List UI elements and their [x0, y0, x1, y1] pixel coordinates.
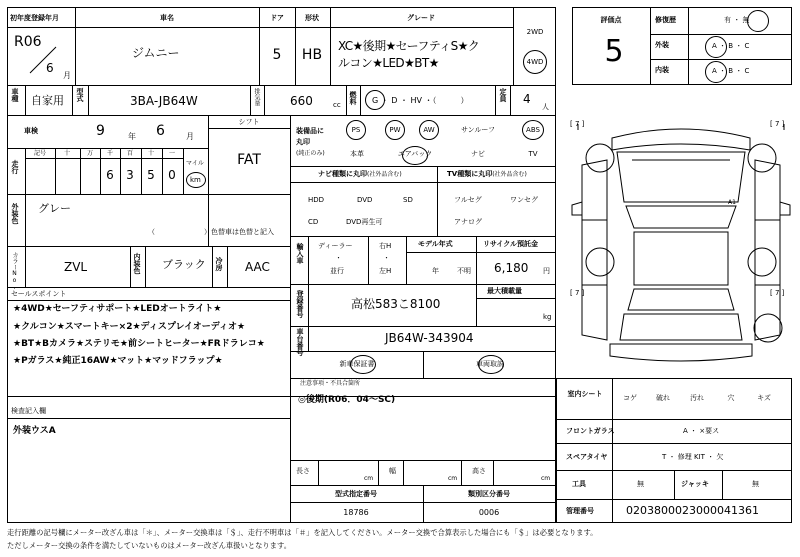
seats-unit: 人: [542, 103, 549, 111]
seat-option: 穴: [727, 394, 735, 402]
import-label: 輸入車: [296, 243, 304, 264]
month-unit: 月: [63, 71, 71, 80]
equip-label1: 装備品に: [296, 127, 324, 135]
rule: [72, 85, 73, 115]
control-value: 0203800023000041361: [626, 504, 759, 517]
diagram-num: 7: [574, 120, 580, 128]
vehicle-manual: 車両取説: [476, 360, 504, 368]
first-reg-era: R06: [14, 34, 42, 50]
tv-analog: アナログ: [454, 218, 482, 226]
repair-options: 有 ・ 無: [724, 16, 750, 24]
width-unit: cm: [448, 475, 458, 482]
disp-unit: cc: [333, 101, 341, 109]
seat-option: 破れ: [656, 394, 670, 402]
control-label: 管理番号: [566, 507, 594, 515]
rule: [688, 7, 689, 85]
recycle-label: リサイクル預託金: [483, 240, 539, 248]
equip-pw: PW: [389, 126, 401, 134]
ac-value: AAC: [245, 260, 270, 274]
rule: [208, 115, 209, 246]
rule: [145, 246, 146, 287]
inspection-month-unit: 月: [186, 132, 194, 141]
rule: [25, 148, 26, 194]
windshield-label: フロントガラス: [566, 427, 615, 435]
navi-dvd: DVD: [357, 196, 373, 204]
digit-header: 千: [106, 150, 114, 157]
rule: [290, 502, 556, 503]
spare-options: T ・ 修理 KIT ・ 欠: [662, 453, 724, 461]
jack-label: ジャッキ: [681, 480, 709, 488]
diagram-num: 7: [774, 120, 780, 128]
rule: [476, 236, 477, 284]
rule: [7, 396, 556, 397]
interior-label: 内装: [655, 66, 669, 74]
equip-abs: ABS: [526, 126, 540, 134]
sales-line: ★4WD★セーフティサポート★LEDオートライト★: [13, 304, 222, 314]
grade-line1: XC★後期★セーフティS★ク: [338, 39, 480, 53]
import-lh: 左H: [379, 267, 392, 275]
reg-value: 高松583こ8100: [351, 297, 441, 311]
length-label: 長さ: [296, 467, 310, 475]
use-label: 車種: [11, 88, 19, 102]
rule: [368, 236, 369, 284]
type-cert-value: 18786: [343, 508, 369, 517]
vin-value: JB64W-343904: [385, 331, 474, 345]
rule: [290, 182, 556, 183]
sales-line: ★Pガラス★純正16AW★マット★マッドフラップ★: [13, 356, 223, 366]
reg-label: 登録番号: [296, 290, 304, 318]
navi-header: [318, 171, 402, 178]
tv-oneseg: ワンセグ: [510, 196, 538, 204]
rule: [360, 85, 361, 115]
sales-label: セールスポイント: [11, 290, 67, 298]
fuel-options: G ・ D ・ HV ・（ ）: [372, 96, 469, 105]
digit-header: 記号: [33, 150, 47, 157]
rule: [461, 460, 462, 485]
navi-sd: SD: [403, 196, 413, 204]
fuel-label: 燃料: [349, 91, 357, 105]
rule: [25, 85, 26, 115]
seats-label: 定員: [499, 88, 507, 102]
color-value: グレー: [38, 202, 71, 215]
shift-label: シフト: [238, 118, 260, 126]
seat-label-text: 室内シート: [567, 390, 603, 398]
diagram-front-left: [ 7 ]: [570, 120, 585, 128]
inspection-label: 車検: [24, 127, 38, 135]
shape-value: HB: [301, 47, 323, 63]
navi-header-text: ナビ種類に丸印: [318, 170, 367, 178]
mileage-digit: 0: [168, 168, 176, 182]
disp-value: 660: [290, 94, 313, 108]
inspection-year-unit: 年: [128, 132, 136, 141]
car-diagram: [562, 110, 800, 380]
navi-dvd-play: DVD再生可: [346, 218, 383, 226]
mileage-digit: 3: [126, 168, 134, 182]
rule: [437, 166, 438, 236]
digit-header: 一: [168, 150, 176, 157]
rule: [650, 59, 792, 60]
diagram-num: 7: [774, 289, 780, 297]
rule: [7, 300, 290, 301]
vin-label: 車台番号: [296, 328, 304, 356]
equip-label2: 丸印: [296, 138, 310, 146]
seat-label: [567, 389, 603, 400]
rule: [264, 85, 265, 115]
type-cert-label: 型式指定番号: [335, 490, 377, 498]
notes-value: ◎後期(R06．04〜SC): [298, 395, 396, 405]
first-reg-label: 初年度登録年月: [10, 14, 59, 22]
rule: [290, 378, 556, 379]
rule: [7, 287, 290, 288]
interior-options: A ・ B ・ C: [712, 67, 750, 75]
digit-header: 万: [86, 150, 94, 157]
mileage-digit: 5: [147, 168, 155, 182]
rule: [7, 115, 556, 116]
tools-label: 工具: [572, 480, 586, 488]
rule: [100, 148, 101, 194]
equip-aw: AW: [423, 126, 435, 134]
sales-line: ★クルコン★スマートキー×2★ディスプレイオーディオ★: [13, 322, 246, 332]
seat-option: コゲ: [623, 394, 637, 402]
navi-header-note: (社外品含む): [367, 171, 402, 178]
footer-line2: ただしメーター交換の条件を満たしていないものはメーター改ざん車扱いとなります。: [7, 541, 291, 550]
rule: [208, 128, 290, 129]
rule: [423, 351, 424, 378]
rule: [162, 148, 163, 194]
import-rh: 右H: [379, 242, 392, 250]
tv-header-note: (社外品含む): [492, 171, 527, 178]
rule: [290, 284, 556, 285]
rule: [55, 148, 56, 194]
rule: [25, 246, 26, 287]
rule: [25, 158, 183, 159]
rule: [722, 470, 723, 499]
equip-airbag: エアバック: [397, 150, 433, 158]
rule: [227, 246, 228, 287]
grade-label: グレード: [407, 14, 435, 22]
exterior-label: 外装: [655, 41, 669, 49]
rule: [88, 85, 89, 115]
drive-4wd: 4WD: [526, 58, 544, 66]
rule: [7, 27, 513, 28]
km-label: km: [190, 176, 201, 184]
navi-cd: CD: [308, 218, 319, 226]
rule: [290, 166, 556, 167]
digit-header: 十: [63, 150, 71, 157]
color-no-value: ZVL: [64, 260, 88, 274]
seat-option: キズ: [757, 394, 771, 402]
tv-header: [447, 171, 527, 178]
door-label: ドア: [270, 14, 284, 22]
tv-fullseg: フルセグ: [454, 196, 482, 204]
mile-label: マイル: [186, 160, 204, 167]
notes-label: 注意事項・不具合箇所: [300, 380, 361, 387]
rule: [25, 194, 26, 246]
rule: [476, 298, 556, 299]
rule: [212, 246, 213, 287]
seats-value: 4: [523, 92, 531, 106]
rule: [318, 460, 319, 485]
rule: [7, 418, 290, 419]
model-label: 型式: [76, 88, 84, 102]
rule: [674, 470, 675, 499]
equip-sunroof: サンルーフ: [460, 126, 496, 134]
interior-color-label: 内装色: [133, 253, 141, 274]
rule: [308, 236, 309, 284]
shape-label: 形状: [305, 14, 319, 22]
equip-ps: PS: [351, 126, 361, 134]
rule: [510, 85, 511, 115]
car-name: ジムニー: [132, 46, 180, 60]
rule: [120, 148, 121, 194]
rule: [290, 115, 291, 396]
model-year-unknown: 不明: [457, 267, 471, 275]
color-no-label: カラーNo.: [11, 252, 18, 291]
rule: [495, 85, 496, 115]
navi-hdd: HDD: [308, 196, 325, 204]
rule: [80, 148, 81, 194]
rule: [423, 485, 424, 523]
rule: [493, 460, 494, 485]
exterior-options: A ・ B ・ C: [712, 42, 750, 50]
equip-label3: (純正のみ): [296, 150, 325, 157]
rule: [556, 499, 792, 500]
inspection-year: 9: [96, 123, 105, 139]
sales-line: ★BT★Bカメラ★ステリモ★前シートヒーター★FRドラレコ★: [13, 339, 265, 349]
height-unit: cm: [541, 475, 551, 482]
digit-header: 百: [126, 150, 134, 157]
rule: [290, 460, 556, 461]
rule: [259, 7, 260, 85]
diagram-rear-right: [ 7 ]: [770, 289, 785, 297]
digit-header: 十: [147, 150, 155, 157]
mileage-digit: 6: [106, 168, 114, 182]
door-value: 5: [272, 47, 282, 63]
rule: [650, 34, 792, 35]
class-label: 類別区分番号: [468, 490, 510, 498]
grade-line2: ルコン★LED★BT★: [338, 56, 439, 70]
rule: [650, 7, 651, 85]
import-dealer: ディーラー: [318, 242, 353, 250]
rule: [7, 194, 290, 195]
repair-label: 修復歴: [655, 16, 676, 24]
recycle-value: 6,180: [494, 261, 529, 275]
rating-label: 評価点: [600, 16, 622, 24]
rule: [476, 284, 477, 326]
inspection-month: 6: [156, 123, 165, 139]
rule: [183, 148, 184, 194]
drive-2wd: 2WD: [526, 28, 544, 36]
first-reg-month: 6: [46, 61, 54, 75]
rule: [7, 246, 290, 247]
rule: [75, 7, 76, 85]
rule: [556, 443, 792, 444]
disp-label: 排気量: [253, 88, 260, 106]
diagram-front-right: [ 7 ]: [770, 120, 785, 128]
recycle-unit: 円: [543, 267, 550, 275]
spare-label: スペアタイヤ: [566, 453, 608, 461]
rule: [330, 7, 331, 85]
shift-value: FAT: [237, 152, 261, 168]
color-label: 外装色: [11, 203, 19, 224]
length-unit: cm: [364, 475, 374, 482]
rule: [513, 7, 514, 85]
equip-navi: ナビ: [471, 150, 485, 158]
repair-none-circle: [747, 10, 769, 32]
diagram-mark: A1: [728, 199, 736, 206]
rule: [290, 326, 556, 327]
model-year-label: モデル年式: [418, 240, 453, 248]
new-warranty: 新車保証書: [339, 360, 375, 368]
model-year-year: 年: [432, 267, 439, 275]
class-value: 0006: [478, 508, 500, 517]
interior-color-value: ブラック: [162, 258, 206, 271]
rule: [406, 236, 407, 284]
rule: [403, 460, 404, 485]
tv-header-text: TV種類に丸印: [447, 170, 493, 178]
rating-value: 5: [604, 34, 624, 69]
color-note: （ ）色替車は色替と記入: [148, 228, 274, 236]
width-label: 幅: [389, 467, 396, 475]
rule: [378, 460, 379, 485]
rule: [7, 85, 556, 86]
ac-label: 冷房: [215, 257, 223, 271]
equip-tv: TV: [528, 150, 538, 158]
rule: [295, 7, 296, 85]
rule: [7, 148, 208, 149]
rule: [290, 236, 556, 237]
max-load-label: 最大積載量: [487, 287, 522, 295]
equip-leather: 本革: [350, 150, 364, 158]
inspector-label: 検査記入欄: [11, 407, 46, 415]
diagram-rear-left: [ 7 ]: [570, 289, 585, 297]
inspector-value: 外装ウスA: [13, 426, 56, 436]
rule: [130, 246, 131, 287]
diagram-num: 7: [574, 289, 580, 297]
seat-option: 汚れ: [690, 394, 704, 402]
rule: [250, 85, 251, 115]
jack-value: 無: [752, 480, 759, 488]
tools-value: 無: [637, 480, 644, 488]
import-dot: ・: [383, 254, 390, 262]
mileage-label: 走行: [11, 160, 19, 174]
max-load-unit: kg: [543, 313, 552, 321]
rule: [556, 419, 792, 420]
use-value: 自家用: [31, 94, 64, 107]
rule: [308, 284, 309, 351]
import-dot: ・: [335, 254, 342, 262]
name-label: 車名: [160, 14, 174, 22]
rule: [406, 252, 556, 253]
windshield-options: A ・ ×要ス: [683, 427, 720, 435]
model-value: 3BA-JB64W: [130, 94, 198, 108]
import-parallel: 並行: [330, 267, 344, 275]
rule: [612, 378, 613, 523]
height-label: 高さ: [472, 467, 486, 475]
rule: [346, 85, 347, 115]
footer-line1: 走行距離の記号欄にメーター改ざん車は「＊」、メーター交換車は「＄」、走行不明車は「＃」を記入してください。メーター交換で合算表示した場合にも「＄」は必要となります。: [7, 528, 598, 537]
rule: [141, 148, 142, 194]
